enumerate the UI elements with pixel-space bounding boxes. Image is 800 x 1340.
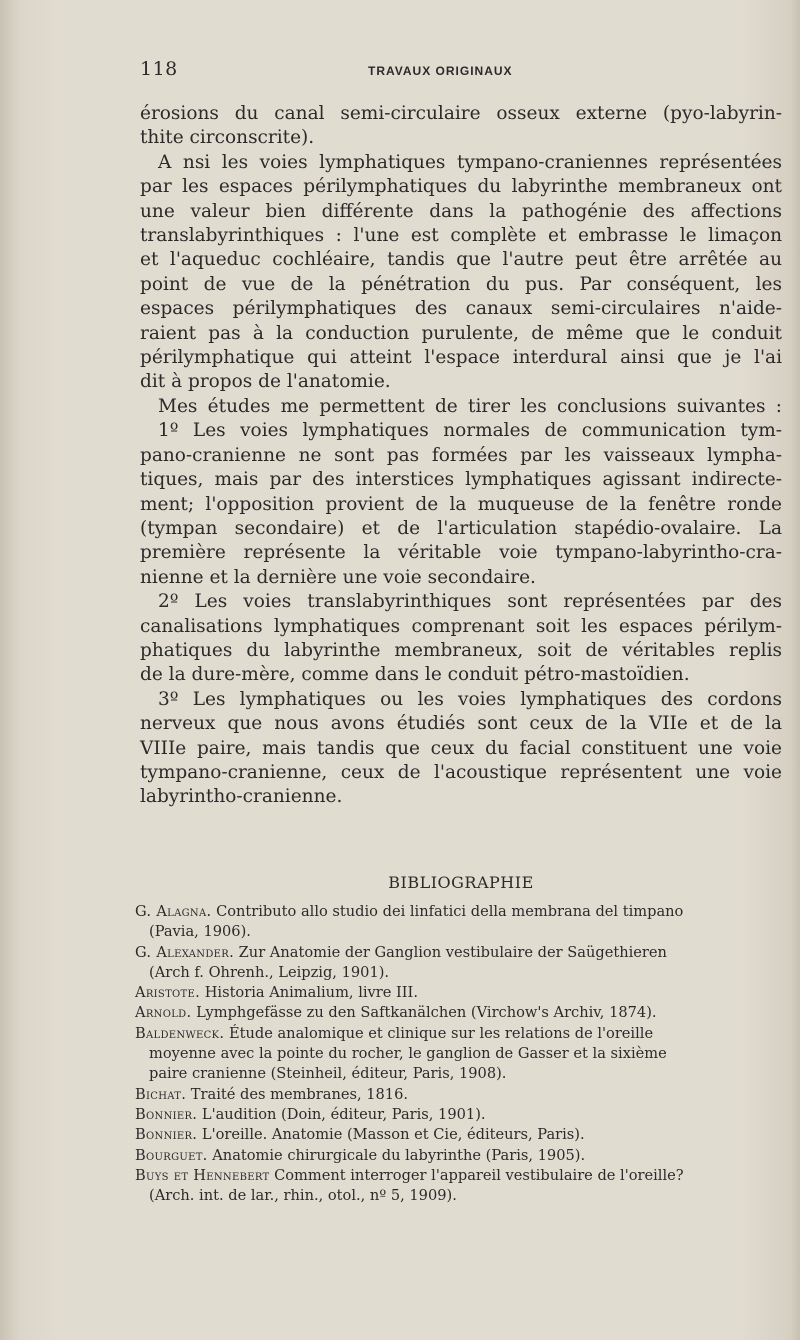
bibliography-entry: [135, 1146, 775, 1166]
entry-continuation: moyenne avec la pointe du rocher, le ganglion de Gasser et la sixième: [149, 1045, 667, 1063]
entry-author: G. Alexander.: [135, 943, 235, 961]
text-line: raient pas à la conduction purulente, de même que le conduit: [140, 322, 782, 344]
text-line: VIIIe paire, mais tandis que ceux du facial constituent une voie: [140, 737, 782, 759]
text-line: point de vue de la pénétration du pus. Par conséquent, les: [140, 273, 782, 295]
entry-text: Comment interroger l'appareil vestibulaire de l'oreille?: [274, 1166, 684, 1184]
text-line: 2º Les voies translabyrinthiques sont représentées par des: [158, 591, 782, 613]
text-line: labyrintho-cranienne.: [140, 786, 343, 808]
text-line: 3º Les lymphatiques ou les voies lymphatiques des cordons: [158, 688, 782, 710]
entry-author: G. Alagna.: [135, 903, 212, 920]
text-line: ment; l'opposition provient de la muqueuse de la fenêtre ronde: [140, 493, 782, 515]
entry-author: Bonnier.: [135, 1105, 198, 1123]
entry-text: L'audition (Doin, éditeur, Paris, 1901).: [201, 1105, 486, 1123]
text-line: Mes études me permettent de tirer les conclusions suivantes :: [158, 395, 782, 417]
bibliography-entry: [135, 902, 775, 943]
text-line: phatiques du labyrinthe membraneux, soit de véritables replis: [140, 639, 782, 661]
bibliography-title: BIBLIOGRAPHIE: [388, 873, 534, 892]
text-line: par les espaces périlymphatiques du labyrinthe membraneux ont: [140, 176, 782, 198]
text-line: A nsi les voies lymphatiques tympano-craniennes représentées: [158, 151, 782, 173]
text-line: une valeur bien différente dans la pathogénie des affections: [140, 200, 782, 222]
text-line: érosions du canal semi-circulaire osseux externe (pyo-labyrin-: [140, 103, 782, 124]
page-number: 118: [140, 58, 178, 80]
entry-text: Traité des membranes, 1816.: [190, 1085, 409, 1103]
bibliography-entry: [135, 1166, 775, 1207]
text-line: de la dure-mère, comme dans le conduit pétro-mastoïdien.: [140, 664, 690, 686]
entry-text: Anatomie chirurgicale du labyrinthe (Paris, 1905).: [212, 1146, 586, 1164]
text-line: périlymphatique qui atteint l'espace interdural ainsi que je l'ai: [140, 347, 782, 369]
entry-text: Historia Animalium, livre III.: [204, 984, 418, 1002]
text-line: première représente la véritable voie tympano-labyrintho-cra-: [140, 542, 782, 564]
bibliography-list: [135, 902, 775, 1206]
bibliography-entry: [135, 1003, 775, 1023]
entry-author: Arnold.: [135, 1004, 192, 1022]
text-line: (tympan secondaire) et de l'articulation stapédio-ovalaire. La: [140, 517, 782, 539]
text-line: espaces périlymphatiques des canaux semi-circulaires n'aide-: [140, 298, 782, 320]
bibliography-entry: [135, 1085, 775, 1105]
entry-text: Contributo allo studio dei linfatici della membrana del timpano: [216, 903, 684, 920]
bibliography-entry: [135, 943, 775, 984]
entry-author: Bonnier.: [135, 1126, 198, 1144]
entry-text: Zur Anatomie der Ganglion vestibulaire der Saügethieren: [238, 943, 667, 961]
text-line: tympano-cranienne, ceux de l'acoustique représentent une voie: [140, 761, 782, 783]
entry-author: Bichat.: [135, 1085, 187, 1103]
text-line: nerveux que nous avons étudiés sont ceux de la VIIe et de la: [140, 713, 782, 735]
entry-text: Lymphgefässe zu den Saftkanälchen (Virchow's Archiv, 1874).: [196, 1004, 657, 1022]
text-line: thite circonscrite).: [140, 127, 315, 149]
text-line: 1º Les voies lymphatiques normales de communication tym-: [158, 420, 782, 442]
entry-continuation: (Arch f. Ohrenh., Leipzig, 1901).: [149, 963, 390, 981]
entry-continuation: (Arch. int. de lar., rhin., otol., nº 5, 1909).: [149, 1187, 457, 1205]
text-line: translabyrinthiques : l'une est complète et embrasse le limaçon: [140, 225, 782, 247]
entry-author: Bourguet.: [135, 1146, 208, 1164]
text-line: tiques, mais par des interstices lymphatiques agissant indirecte-: [140, 469, 782, 491]
entry-continuation: paire cranienne (Steinheil, éditeur, Paris, 1908).: [149, 1065, 507, 1083]
text-line: et l'aqueduc cochléaire, tandis que l'autre peut être arrêtée au: [140, 249, 782, 271]
bibliography-entry: [135, 1105, 775, 1125]
entry-continuation: (Pavia, 1906).: [149, 923, 251, 941]
text-line: canalisations lymphatiques comprenant soit les espaces périlym-: [140, 615, 782, 637]
text-line: dit à propos de l'anatomie.: [140, 371, 391, 393]
bibliography-entry: [135, 1024, 775, 1085]
page-header: [140, 58, 780, 88]
text-line: pano-cranienne ne sont pas formées par les vaisseaux lympha-: [140, 444, 782, 466]
entry-author: Buys et Hennebert: [135, 1166, 270, 1184]
running-title: TRAVAUX ORIGINAUX: [368, 64, 513, 78]
entry-author: Baldenweck.: [135, 1024, 225, 1042]
entry-text: L'oreille. Anatomie (Masson et Cie, éditeurs, Paris).: [201, 1126, 585, 1144]
bibliography-entry: [135, 983, 775, 1003]
entry-author: Aristote.: [135, 984, 201, 1002]
entry-text: Étude analomique et clinique sur les relations de l'oreille: [228, 1024, 654, 1042]
text-line: nienne et la dernière une voie secondaire.: [140, 566, 536, 588]
bibliography-entry: [135, 1125, 775, 1145]
body-text: [140, 102, 782, 810]
